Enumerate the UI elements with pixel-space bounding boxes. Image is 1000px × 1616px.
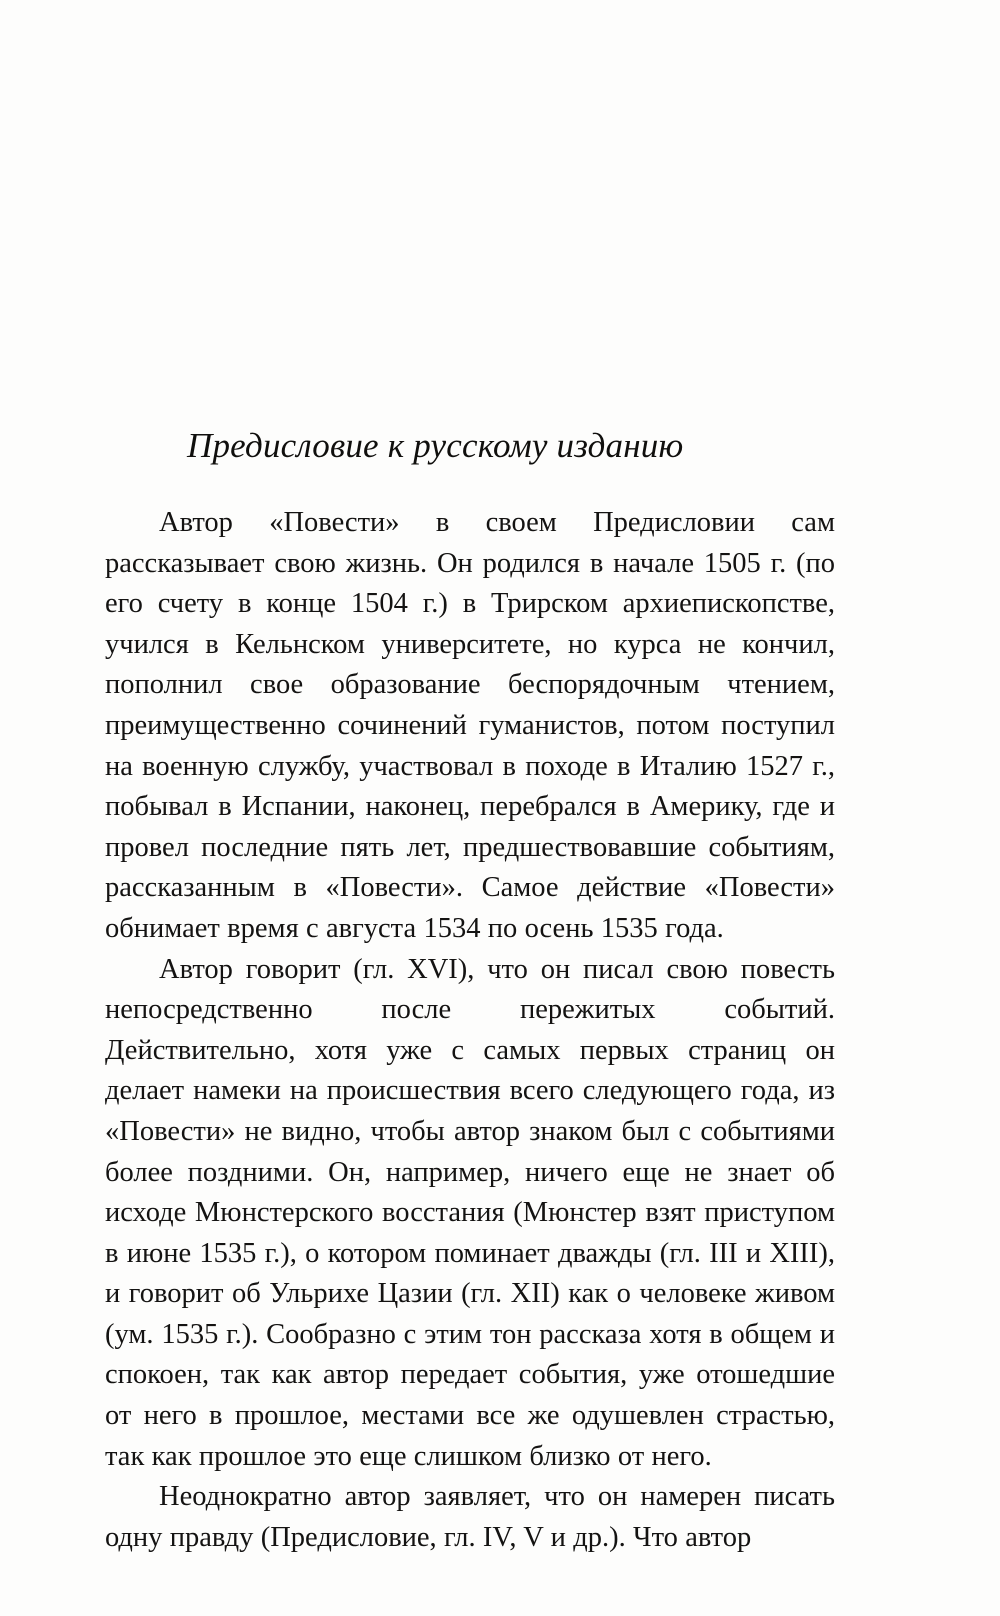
body-paragraph-3: Неоднократно автор заявляет, что он намерен писать одну правду (Предисловие, гл. IV, V и др.). Что автор [105,1481,835,1553]
page-text-block [105,425,835,1558]
body-paragraph-1: Автор «Повести» в своем Предисловии сам рассказывает свою жизнь. Он родился в начале 1505 г. (по его счету в конце 1504 г.) в Трирском архиепископстве, учился в Кельнском университете, но курса не кончил, пополнил свое образование беспорядочным чтением, преимущественно сочинений гуманистов, потом поступил на военную службу, участвовал в походе в Италию 1527 г., побывал в Испании, наконец, перебрался в Америку, где и провел последние пять лет, предшествовавшие событиям, рассказанным в «Повести». Самое действие «Повести» обнимает время с августа 1534 по осень 1535 года. [105,507,835,944]
chapter-title: Предисловие к русскому изданию [187,426,684,465]
body-paragraph-2: Автор говорит (гл. XVI), что он писал свою повесть непосредственно после пережитых событий. Действительно, хотя уже с самых первых страниц он делает намеки на происшествия всего следующего года, из «Повести» не видно, чтобы автор знаком был с событиями более поздними. Он, например, ничего еще не знает об исходе Мюнстерского восстания (Мюнстер взят приступом в июне 1535 г.), о котором поминает дважды (гл. III и XIII), и говорит об Ульрихе Цазии (гл. XII) как о человеке живом (ум. 1535 г.). Сообразно с этим тон рассказа хотя в общем и спокоен, так как автор передает события, уже отошедшие от него в прошлое, местами все же одушевлен страстью, так как прошлое это еще слишком близко от него. [105,953,835,1472]
